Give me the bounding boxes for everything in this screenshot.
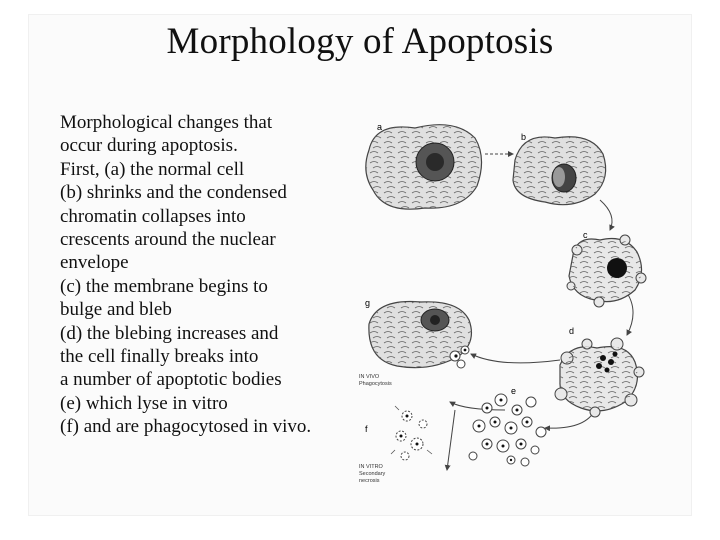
description-line: chromatin collapses into [60, 205, 246, 227]
stage-label-c: c [583, 230, 588, 240]
description-line: (c) the membrane begins to [60, 275, 268, 297]
lysed-bodies-f [391, 406, 432, 460]
fragmenting-cell-d [555, 338, 644, 417]
in-vivo-label: IN VIVO [359, 374, 380, 380]
normal-cell-a [366, 125, 482, 210]
description-line: (b) shrinks and the condensed [60, 182, 287, 204]
in-vitro-label: IN VITRO [359, 464, 383, 470]
arrow-d-to-g [471, 354, 560, 363]
secondary-necrosis-label-1: Secondary [359, 471, 386, 477]
description-line: Morphological changes that [60, 112, 273, 133]
shrunken-cell-b [513, 137, 606, 205]
arrow-e-to-f [447, 410, 455, 470]
stage-label-a: a [377, 122, 383, 132]
description-line: crescents around the nuclear [60, 229, 276, 251]
description-line: (f) and are phagocytosed in vivo. [60, 416, 312, 438]
description-line: First, (a) the normal cell [60, 158, 245, 180]
apoptosis-diagram [355, 110, 685, 490]
description-line: (e) which lyse in vitro [60, 392, 228, 414]
arrow-d-to-e [545, 410, 595, 428]
description-line: (d) the blebing increases and [60, 322, 279, 344]
apoptotic-bodies-e [469, 394, 546, 466]
description-line: bulge and bleb [60, 299, 172, 321]
description-line: a number of apoptotic bodies [60, 369, 282, 391]
stage-label-e: e [511, 386, 517, 396]
phagocytosis-label: Phagocytosis [359, 381, 392, 387]
description-line: occur during apoptosis. [60, 135, 238, 157]
arrow-b-to-c [600, 200, 612, 230]
stage-label-g: g [365, 298, 371, 308]
slide-title: Morphology of Apoptosis [166, 21, 554, 62]
description-line: the cell finally breaks into [60, 346, 259, 368]
secondary-necrosis-label-2: necrosis [359, 478, 380, 484]
stage-label-f: f [365, 424, 368, 434]
stage-label-d: d [569, 326, 575, 336]
blebbing-cell-c [567, 235, 646, 307]
description-line: envelope [60, 252, 129, 274]
stage-label-b: b [521, 132, 527, 142]
description-text [60, 111, 360, 439]
